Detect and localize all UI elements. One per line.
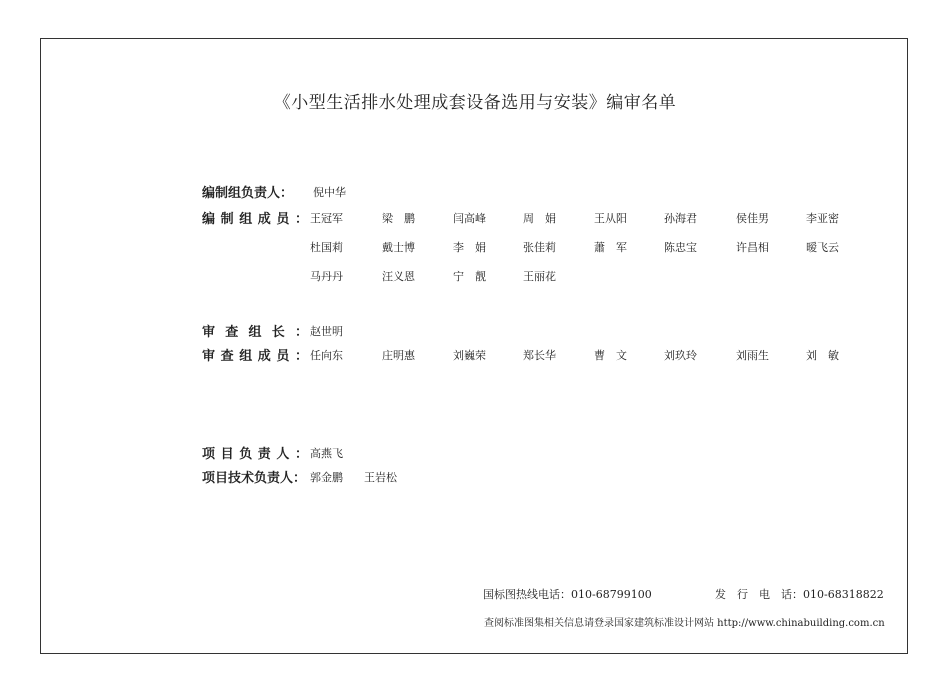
compile-member: 梁 鹏 xyxy=(382,212,415,225)
compile-member: 孙海君 xyxy=(664,212,697,225)
review-member: 郑长华 xyxy=(523,349,556,362)
review-member: 刘玖玲 xyxy=(664,349,697,362)
compile-member: 许昌相 xyxy=(736,241,769,254)
review-members-label: 审查组成员： xyxy=(202,349,308,364)
compile-lead-label: 编制组负责人： xyxy=(202,186,294,201)
compile-member: 杜国莉 xyxy=(310,241,343,254)
project-tech-lead-name: 王岩松 xyxy=(364,471,397,484)
review-lead-name: 赵世明 xyxy=(310,325,343,338)
review-member: 庄明惠 xyxy=(382,349,415,362)
review-member: 曹 文 xyxy=(594,349,627,362)
compile-member: 侯佳男 xyxy=(736,212,769,225)
review-member: 任向东 xyxy=(310,349,343,362)
review-lead-label: 审查组长： xyxy=(202,325,308,340)
hotline-text: 国标图热线电话：010-68799100 xyxy=(483,588,652,601)
review-member: 刘巍荣 xyxy=(453,349,486,362)
compile-member: 马丹丹 xyxy=(310,270,343,283)
compile-member: 陈忠宝 xyxy=(664,241,697,254)
compile-lead-name: 倪中华 xyxy=(313,186,346,199)
compile-member: 蕭 军 xyxy=(594,241,627,254)
compile-member: 王从阳 xyxy=(594,212,627,225)
compile-member: 王冠军 xyxy=(310,212,343,225)
compile-member: 汪义恩 xyxy=(382,270,415,283)
review-member: 刘雨生 xyxy=(736,349,769,362)
project-tech-lead-name: 郭金鹏 xyxy=(310,471,343,484)
compile-members-label: 编制组成员： xyxy=(202,212,308,227)
review-member: 刘 敏 xyxy=(806,349,839,362)
compile-member: 李 娟 xyxy=(453,241,486,254)
project-tech-lead-label: 项目技术负责人： xyxy=(202,471,307,486)
compile-member: 周 娟 xyxy=(523,212,556,225)
page-frame xyxy=(40,38,908,654)
compile-member: 王丽花 xyxy=(523,270,556,283)
compile-member: 戴士博 xyxy=(382,241,415,254)
website-note: 查阅标准图集相关信息请登录国家建筑标准设计网站 http://www.chinabuilding.com.cn xyxy=(484,618,885,629)
issue-phone-text: 发 行 电 话：010-68318822 xyxy=(715,588,884,601)
compile-member: 李亚密 xyxy=(806,212,839,225)
compile-member: 张佳莉 xyxy=(523,241,556,254)
project-lead-label: 项目负责人： xyxy=(202,447,308,462)
compile-member: 暧飞云 xyxy=(806,241,839,254)
compile-member: 闫高峰 xyxy=(453,212,486,225)
project-lead-name: 高燕飞 xyxy=(310,447,343,460)
page-title: 《小型生活排水处理成套设备选用与安装》编审名单 xyxy=(273,93,677,113)
compile-member: 宁 靓 xyxy=(453,270,486,283)
